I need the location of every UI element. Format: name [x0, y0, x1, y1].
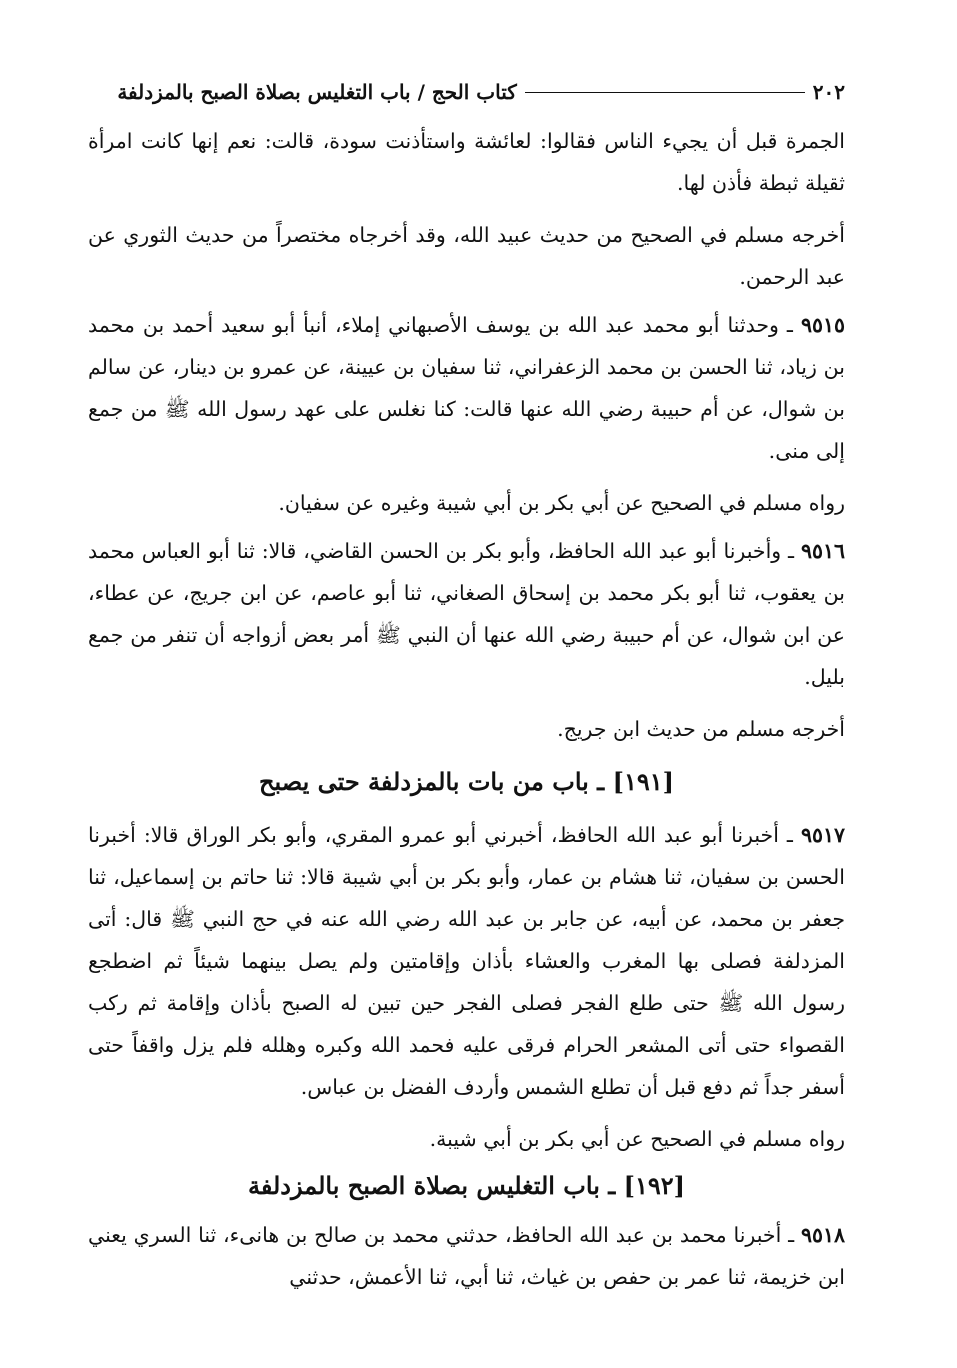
hadith-9517: [88, 814, 845, 1108]
hadith-9516: [88, 530, 845, 698]
paragraph-takhrij: رواه مسلم في الصحيح عن أبي بكر بن أبي شيبة وغيره عن سفيان.: [278, 491, 845, 515]
hadith-text: ـ وحدثنا أبو محمد عبد الله بن يوسف الأصبهاني إملاء، أنبأ أبو سعيد أحمد بن محمد بن زياد، ثنا الحسن بن محمد الزعفراني، ثنا سفيان بن عيينة، عن عمرو بن دينار، عن سالم بن شوال، عن أم حبيبة رضي الله عنها قالت: كنا نغلس على عهد رسول الله ﷺ من جمع إلى منى.: [88, 313, 845, 463]
paragraph-continuation: الجمرة قبل أن يجيء الناس فقالوا: لعائشة واستأذنت سودة، قالت: نعم إنها كانت امرأة ثقيلة ثبطة فأذن لها.: [88, 129, 845, 195]
section-heading: [١٩٢] ـ باب التغليس بصلاة الصبح بالمزدلفة: [247, 1171, 686, 1200]
paragraph-takhrij: أخرجه مسلم في الصحيح من حديث عبيد الله، وقد أخرجاه مختصراً من حديث الثوري عن عبد الرحمن.: [88, 223, 845, 289]
hadith-number: ٩٥١٦: [800, 539, 845, 563]
page-number: ٢٠٢: [812, 80, 845, 104]
paragraph-takhrij: رواه مسلم في الصحيح عن أبي بكر بن أبي شيبة.: [429, 1127, 845, 1151]
running-title: كتاب الحج / باب التغليس بصلاة الصبح بالمزدلفة: [117, 80, 517, 104]
hadith-text: ـ أخبرنا محمد بن عبد الله الحافظ، حدثني محمد بن صالح بن هانىء، ثنا السري يعني ابن خزيمة، ثنا عمر بن حفص بن غياث، ثنا أبي، ثنا الأعمش، حدثني: [88, 1223, 845, 1289]
hadith-9518: [88, 1214, 845, 1298]
hadith-text: ـ أخبرنا أبو عبد الله الحافظ، أخبرني أبو عمرو المقري، وأبو بكر الوراق قالا: أخبرنا الحسن بن سفيان، ثنا هشام بن عمار، وأبو بكر بن أبي شيبة قالا: ثنا حاتم بن إسماعيل، ثنا جعفر بن محمد، عن أبيه، عن جابر بن عبد الله رضي الله عنه في حج النبي ﷺ قال: أتى المزدلفة فصلى بها المغرب والعشاء بأذان وإقامتين ولم يصل بينهما شيئاً ثم اضطجع رسول الله ﷺ حتى طلع الفجر فصلى الفجر حين تبين له الصبح بأذان وإقامة ثم ركب القصواء حتى أتى المشعر الحرام فرقى عليه فحمد الله وكبره وهلله فلم يزل واقفاً حتى أسفر جداً ثم دفع قبل أن تطلع الشمس وأردف الفضل بن عباس.: [88, 823, 845, 1099]
hadith-text: ـ وأخبرنا أبو عبد الله الحافظ، وأبو بكر بن الحسن القاضي، قالا: ثنا أبو العباس محمد بن يعقوب، ثنا أبو بكر محمد بن إسحاق الصغاني، ثنا أبو عاصم، عن ابن جريج، عن عطاء، عن ابن شوال، عن أم حبيبة رضي الله عنها أن النبي ﷺ أمر بعض أزواجه أن تنفر من جمع بليل.: [88, 539, 845, 689]
hadith-number: ٩٥١٨: [800, 1223, 845, 1247]
header-rule: [525, 92, 805, 93]
hadith-9515: [88, 304, 845, 472]
paragraph-takhrij: أخرجه مسلم من حديث ابن جريج.: [557, 717, 845, 741]
running-header: [88, 72, 845, 112]
section-heading: [١٩١] ـ باب من بات بالمزدلفة حتى يصبح: [259, 767, 674, 796]
hadith-number: ٩٥١٥: [800, 313, 845, 337]
hadith-number: ٩٥١٧: [800, 823, 845, 847]
